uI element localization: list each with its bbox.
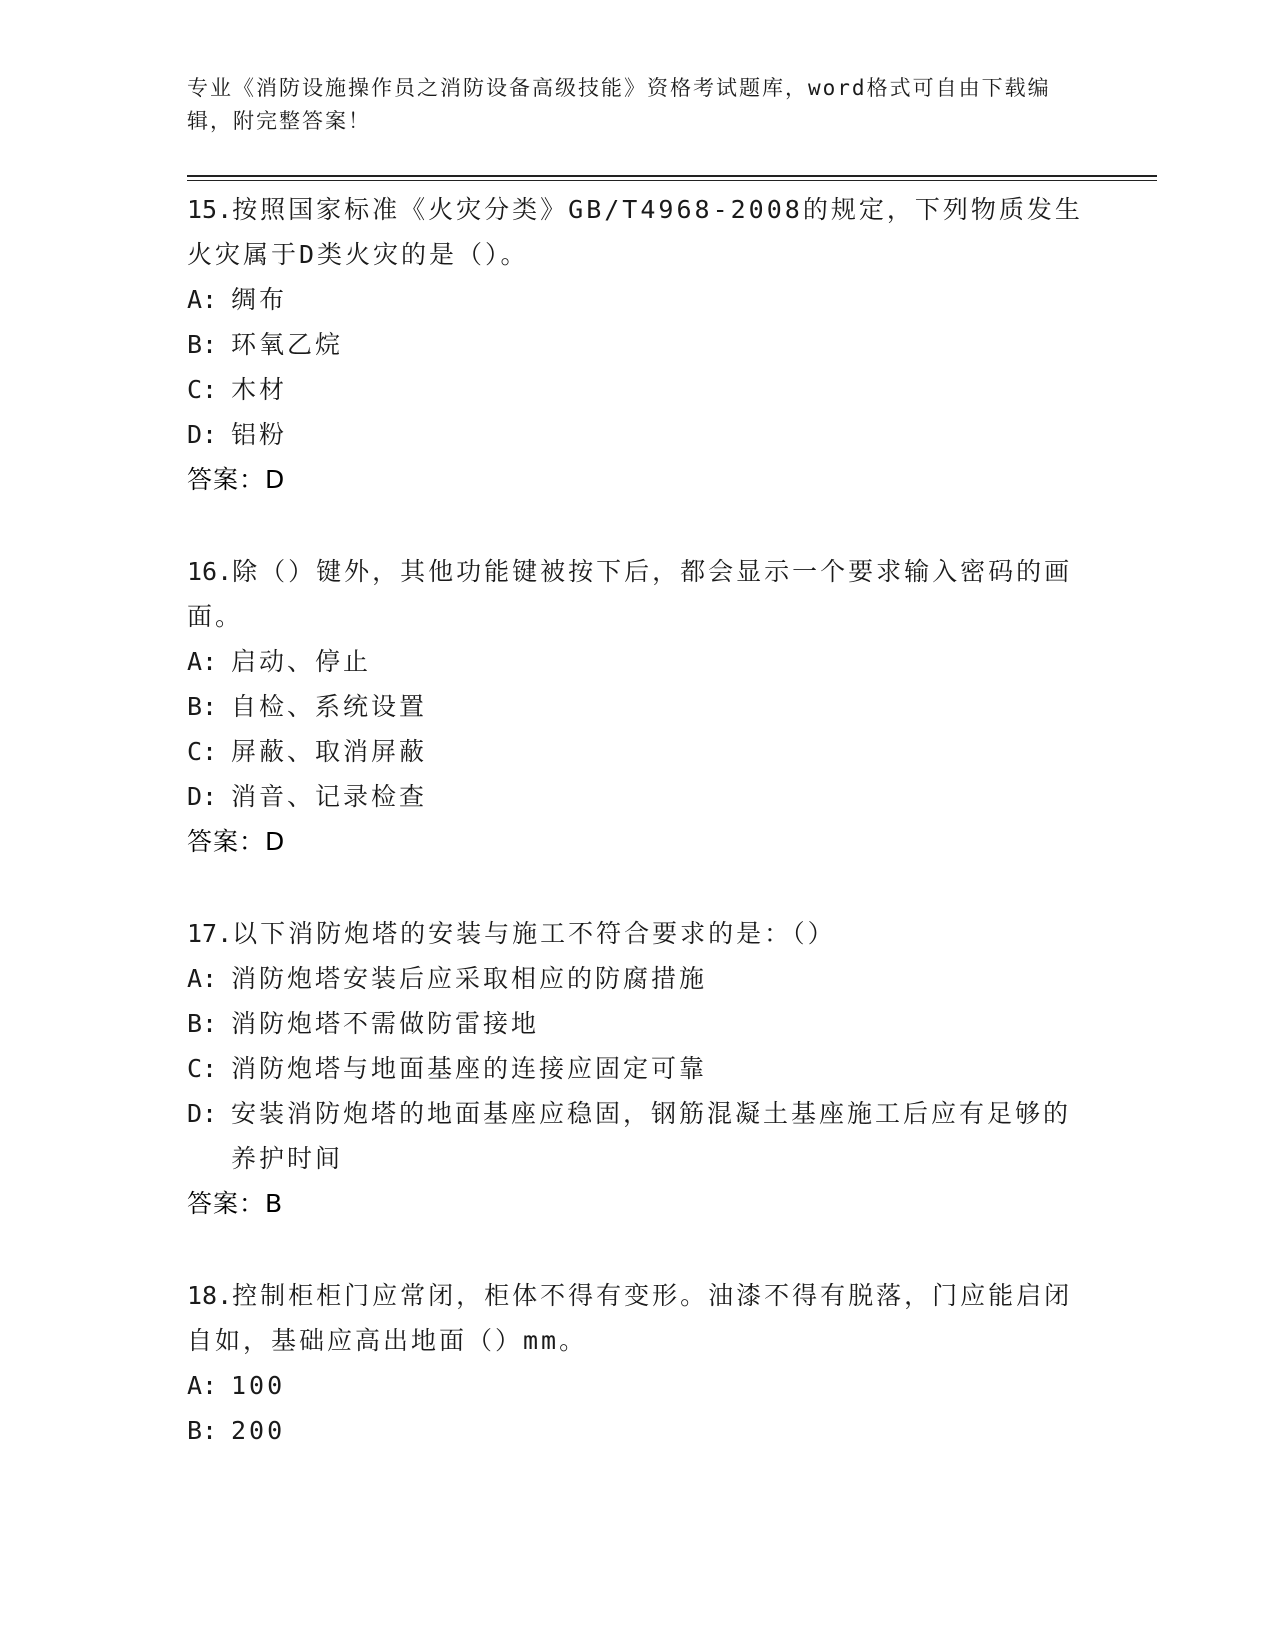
option-d [187,774,1087,819]
option-text: 环氧乙烷 [231,330,344,359]
option-letter: C: [187,737,218,766]
option-text: 消防炮塔安装后应采取相应的防腐措施 [231,964,708,993]
option-a [187,277,1087,322]
option-letter: D: [187,1099,218,1128]
question-17 [187,911,1087,1226]
option-text: 消音、记录检查 [231,782,428,811]
option-text: 启动、停止 [231,647,372,676]
document-header: 专业《消防设施操作员之消防设备高级技能》资格考试题库，word格式可自由下载编辑，附完整答案！ [187,76,1051,133]
header-divider [187,175,1157,181]
option-text: 100 [231,1371,286,1400]
option-b [187,1408,1087,1453]
option-text: 消防炮塔与地面基座的连接应固定可靠 [231,1054,708,1083]
option-c [187,729,1087,774]
option-letter: B: [187,692,218,721]
option-text: 木材 [231,375,288,404]
option-b [187,1001,1087,1046]
option-letter: B: [187,330,218,359]
option-letter: D: [187,782,218,811]
question-text: 按照国家标准《火灾分类》GB/T4968-2008的规定，下列物质发生火灾属于D类火灾的是（）。 [187,195,1083,269]
option-text: 消防炮塔不需做防雷接地 [231,1009,540,1038]
question-text: 控制柜柜门应常闭，柜体不得有变形。油漆不得有脱落，门应能启闭自如，基础应高出地面（）mm。 [187,1281,1073,1355]
option-text: 安装消防炮塔的地面基座应稳固，钢筋混凝土基座施工后应有足够的养护时间 [231,1099,1072,1173]
question-text: 除（）键外，其他功能键被按下后，都会显示一个要求输入密码的画面。 [187,557,1073,631]
question-18 [187,1273,1087,1453]
option-b [187,322,1087,367]
option-text: 屏蔽、取消屏蔽 [231,737,428,766]
option-text: 200 [231,1416,286,1445]
question-list [187,187,1087,1500]
question-16 [187,549,1087,864]
option-a [187,1363,1087,1408]
question-number: 15. [187,195,233,224]
question-stem [187,549,1087,639]
option-c [187,1046,1087,1091]
option-letter: D: [187,420,218,449]
question-number: 18. [187,1281,233,1310]
option-a [187,639,1087,684]
option-letter: A: [187,1371,218,1400]
question-number: 16. [187,557,233,586]
option-text: 绸布 [231,285,288,314]
option-a [187,956,1087,1001]
option-letter: B: [187,1416,218,1445]
option-d [187,412,1087,457]
question-number: 17. [187,919,233,948]
option-c [187,367,1087,412]
question-15 [187,187,1087,502]
option-text: 铝粉 [231,420,288,449]
option-d [187,1091,1087,1181]
option-letter: A: [187,964,218,993]
option-letter: B: [187,1009,218,1038]
answer-line: 答案：D [187,827,286,856]
question-stem [187,911,1087,956]
answer-line: 答案：D [187,465,286,494]
option-text: 自检、系统设置 [231,692,428,721]
question-stem [187,1273,1087,1363]
answer-line: 答案：B [187,1189,284,1218]
option-letter: A: [187,285,218,314]
option-letter: C: [187,375,218,404]
option-b [187,684,1087,729]
question-stem [187,187,1087,277]
option-letter: C: [187,1054,218,1083]
question-text: 以下消防炮塔的安装与施工不符合要求的是：（） [232,919,836,948]
option-letter: A: [187,647,218,676]
